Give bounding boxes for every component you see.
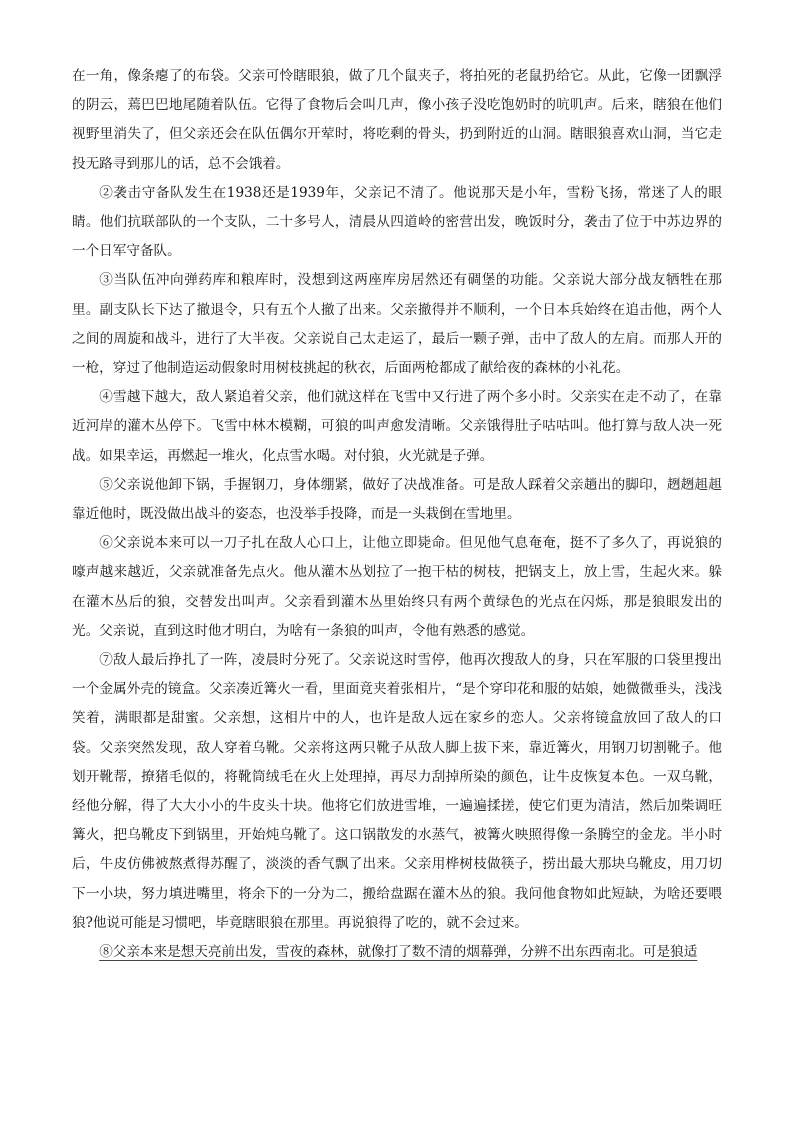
paragraph-3: ③当队伍冲向弹药库和粮库时，没想到这两座库房居然还有碉堡的功能。父亲说大部分战友牺牲在那里。副支队长下达了撤退令，只有五个人撤了出来。父亲撤得并不顺利，一个日本兵始终在追击他，两个人之间的周旋和战斗，进行了大半夜。父亲说自己太走运了，最后一颗子弹，击中了敌人的左肩。而那人开的一枪，穿过了他制造运动假象时用树枝挑起的秋衣，后面两枪都成了献给夜的森林的小礼花。 [72,272,722,377]
paragraph-7: ⑦敌人最后挣扎了一阵，凌晨时分死了。父亲说这时雪停，他再次搜敌人的身，只在军服的口袋里搜出一个金属外壳的镜盒。父亲凑近篝火一看，里面竟夹着张相片，“是个穿印花和服的姑娘，她微微垂头，浅浅笑着，满眼都是甜蜜。父亲想，这相片中的人，也许是敌人远在家乡的恋人。父亲将镜盒放回了敌人的口袋。父亲突然发现，敌人穿着乌靴。父亲将这两只靴子从敌人脚上拔下来，靠近篝火，用钢刀切割靴子。他划开靴帮，撩猪毛似的，将靴筒绒毛在火上处理掉，再尽力刮掉所染的颜色，让牛皮恢复本色。一双乌靴，经他分解，得了大大小小的牛皮头十块。他将它们放进雪堆，一遍遍揉搓，使它们更为清洁，然后加柴调旺篝火，把乌靴皮下到锅里，开始炖乌靴了。这口锅散发的水蒸气，被篝火映照得像一条腾空的金龙。半小时后，牛皮仿佛被熬煮得苏醒了，淡淡的香气飘了出来。父亲用桦树枝做筷子，捞出最大那块乌靴皮，用刀切下一小块，努力填进嘴里，将余下的一分为二，搬给盘踞在灌木丛的狼。我问他食物如此短缺，为啥还要喂狼?他说可能是习惯吧，毕竟瞎眼狼在那里。再说狼得了吃的，就不会过来。 [72,652,722,931]
paragraph-4: ④雪越下越大，敌人紧追着父亲，他们就这样在飞雪中又行进了两个多小时。父亲实在走不动了，在靠近河岸的灌木丛停下。飞雪中林木模糊，可狼的叫声愈发清晰。父亲饿得肚子咕咕叫。他打算与敌人决一死战。如果幸运，再燃起一堆火，化点雪水喝。对付狼，火光就是子弹。 [72,389,722,464]
paragraph-6: ⑥父亲说本来可以一刀子扎在敌人心口上，让他立即毙命。但见他气息奄奄，挺不了多久了，再说狼的嚎声越来越近，父亲就准备先点火。他从灌木丛划拉了一抱干枯的树枝，把锅支上，放上雪，生起火来。躲在灌木丛后的狼，交替发出叫声。父亲看到灌木丛里始终只有两个黄绿色的光点在闪烁，那是狼眼发出的光。父亲说，直到这时他才明白，为啥有一条狼的叫声，令他有熟悉的感觉。 [72,535,722,639]
paragraph-2: ②袭击守备队发生在1938还是1939年，父亲记不清了。他说那天是小年，雪粉飞扬，常迷了人的眼睛。他们抗联部队的一个支队，二十多号人，清晨从四道岭的密营出发，晚饭时分，袭击了位于中苏边界的一个日军守备队。 [72,184,722,260]
document-page [72,62,722,967]
paragraph-continued: 在一角，像条瘪了的布袋。父亲可怜瞎眼狼，做了几个鼠夹子，将拍死的老鼠扔给它。从此，它像一团飘浮的阴云，蔫巴巴地尾随着队伍。它得了食物后会叫几声，像小孩子没吃饱奶时的吭叽声。后来，瞎狼在他们视野里消失了，但父亲还会在队伍偶尔开荤时，将吃剩的骨头，扔到附近的山洞。瞎眼狼喜欢山洞，当它走投无路寻到那儿的话，总不会饿着。 [72,68,722,172]
paragraph-5: ⑤父亲说他卸下锅，手握钢刀，身体绷紧，做好了决战准备。可是敌人踩着父亲趟出的脚印，趔趔趄趄靠近他时，既没做出战斗的姿态，也没举手投降，而是一头栽倒在雪地里。 [72,476,722,523]
paragraph-8-underlined: ⑧父亲本来是想天亮前出发，雪夜的森林，就像打了数不清的烟幕弹，分辨不出东西南北。可是狼适 [99,944,698,961]
